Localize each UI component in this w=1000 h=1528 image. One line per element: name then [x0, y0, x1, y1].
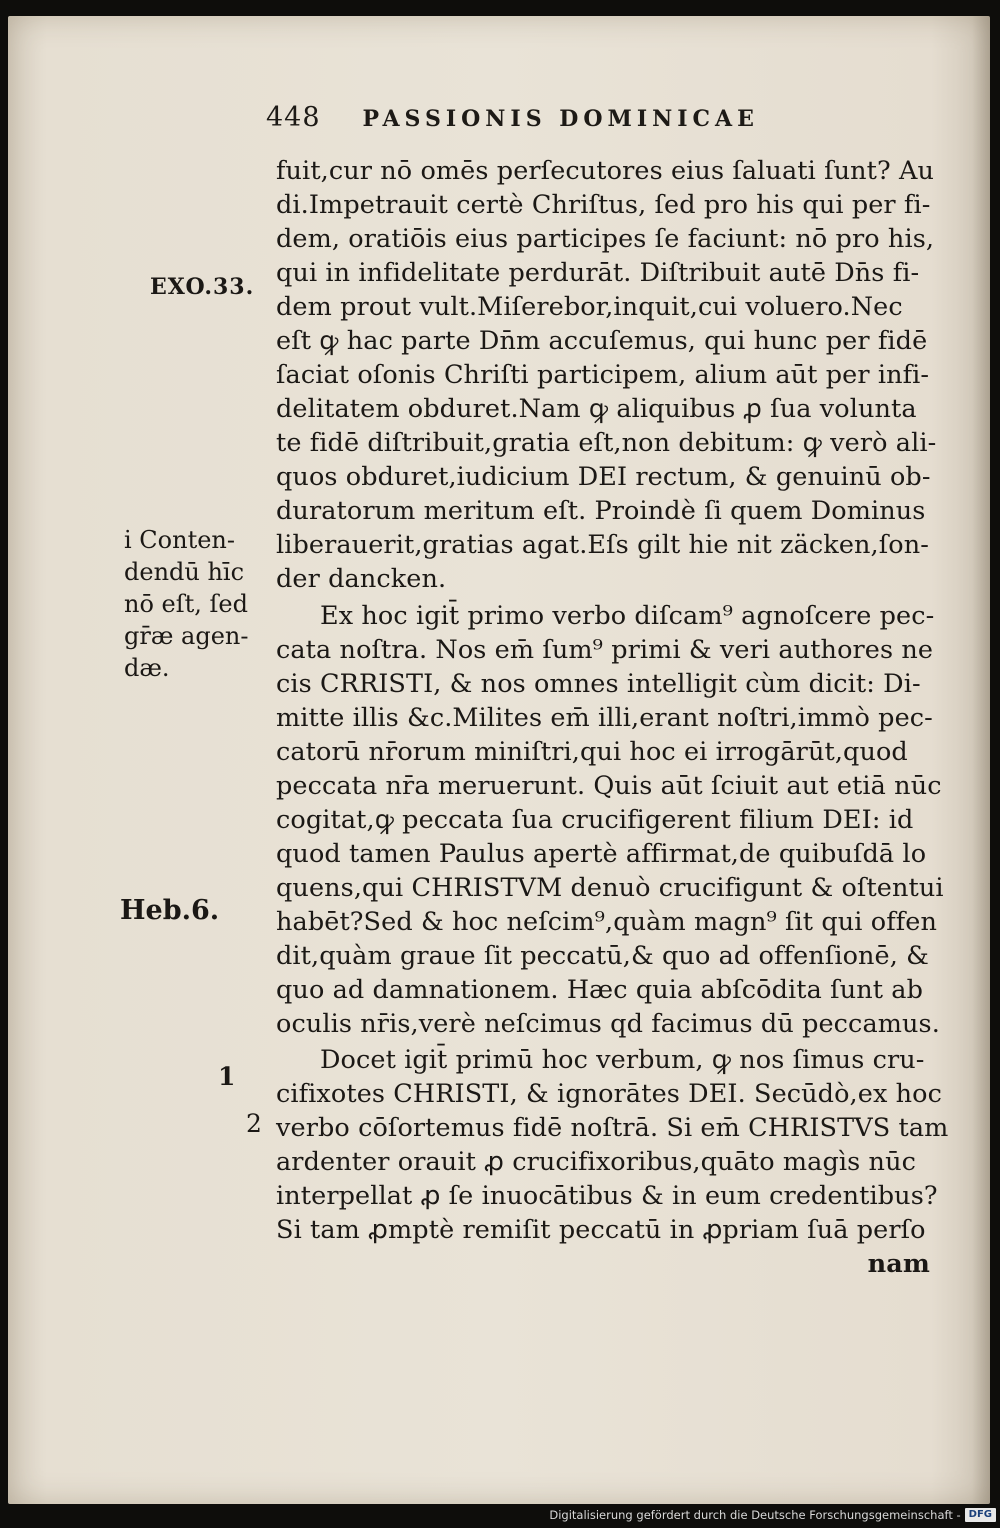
marginal-number-2: 2	[246, 1109, 262, 1138]
text-line: catorū nr̄orum miniſtri,qui hoc ei irrogārūt,quod	[276, 737, 908, 767]
gloss-line: gr̄æ agen-	[124, 622, 249, 650]
gloss-line: nō eſt, ſed	[124, 590, 248, 618]
marginal-ref-hebrews: Heb.6.	[120, 895, 220, 926]
text-line: cis CRRISTI, & nos omnes intelligit cùm dicit: Di-	[276, 669, 921, 699]
book-page	[8, 16, 990, 1504]
text-line: quens,qui CHRISTVM denuò crucifigunt & oſtentui	[276, 873, 944, 903]
text-line: quod tamen Paulus apertè affirmat,de quibuſdā lo	[276, 839, 927, 869]
page-number: 448	[266, 102, 321, 133]
text-line: fuit,cur nō omēs perſecutores eius ſaluati ſunt? Au	[276, 156, 935, 186]
running-title: PASSIONIS DOMINICAE	[362, 106, 759, 132]
text-line: habēt?Sed & hoc neſcim⁹,quàm magn⁹ ſit qui offen	[276, 907, 938, 937]
text-line: cifixotes CHRISTI, & ignorātes DEI. Secūdò,ex hoc	[276, 1079, 942, 1109]
text-line: der dancken.	[276, 564, 447, 594]
gloss-line: dæ.	[124, 654, 170, 682]
footer-text: Digitalisierung gefördert durch die Deutsche Forschungsgemeinschaft -	[549, 1508, 961, 1522]
text-line: mitte illis &c.Milites em̄ illi,erant noſtri,immò pec-	[276, 703, 933, 733]
text-line: quo ad damnationem. Hæc quia abſcōdita ſunt ab	[276, 975, 924, 1005]
text-line: di.Impetrauit certè Chriſtus, ſed pro his qui per fi-	[276, 190, 931, 220]
text-line: cogitat,ꝙ peccata ſua crucifigerent filium DEI: id	[276, 805, 914, 835]
text-line: Si tam ꝓmptè remiſit peccatū in ꝓpriam ſuā perſo	[276, 1215, 926, 1245]
dfg-logo-icon: DFG	[965, 1508, 996, 1522]
text-line: quos obduret,iudicium DEI rectum, & genuinū ob-	[276, 462, 931, 492]
text-line: verbo cōſortemus fidē noſtrā. Si em̄ CHRISTVS tam	[276, 1113, 949, 1143]
text-line: Docet igit̄ primū hoc verbum, ꝙ nos ſimus cru-	[320, 1045, 925, 1075]
text-line: peccata nr̄a meruerunt. Quis aūt ſciuit aut etiā nūc	[276, 771, 942, 801]
text-line: eſt ꝙ hac parte Dn̄m accuſemus, qui hunc per fidē	[276, 326, 928, 356]
digitization-footer	[549, 1506, 996, 1524]
page-edge-shadow	[972, 16, 990, 1504]
text-line: ſaciat oſonis Chriſti participem, alium aūt per infi-	[276, 360, 930, 390]
text-line: ardenter orauit ꝓ crucifixoribus,quāto magìs nūc	[276, 1147, 916, 1177]
text-line: dem, oratiōis eius participes ſe faciunt: nō pro his,	[276, 224, 935, 254]
gloss-line: dendū hīc	[124, 558, 245, 586]
text-line: cata noſtra. Nos em̄ ſum⁹ primi & veri authores ne	[276, 635, 934, 665]
text-line: Ex hoc igit̄ primo verbo diſcam⁹ agnoſcere pec-	[320, 601, 935, 631]
running-head	[266, 102, 956, 142]
text-line: qui in infidelitate perdurāt. Diſtribuit autē Dn̄s fi-	[276, 258, 920, 288]
gloss-line: i Conten-	[124, 526, 235, 554]
text-line: dem prout vult.Miſerebor,inquit,cui voluero.Nec	[276, 292, 903, 322]
marginal-number-1: 1	[218, 1062, 236, 1091]
text-line: duratorum meritum eſt. Proindè ſi quem Dominus	[276, 496, 926, 526]
marginal-gloss	[124, 524, 248, 684]
text-line: dit,quàm graue ſit peccatū,& quo ad offenſionē, &	[276, 941, 929, 971]
text-line: delitatem obduret.Nam ꝙ aliquibus ꝓ ſua volunta	[276, 394, 917, 424]
text-line: liberauerit,gratias agat.Eſs gilt hie nit zäcken,ſon-	[276, 530, 929, 560]
marginal-ref-exodus: EXO.33.	[150, 274, 255, 300]
catchword: nam	[867, 1249, 930, 1279]
text-line: oculis nr̄is,verè neſcimus qd facimus dū peccamus.	[276, 1009, 940, 1039]
text-line: te fidē diſtribuit,gratia eſt,non debitum: ꝙ verò ali-	[276, 428, 937, 458]
text-line: interpellat ꝓ ſe inuocātibus & in eum credentibus?	[276, 1181, 938, 1211]
